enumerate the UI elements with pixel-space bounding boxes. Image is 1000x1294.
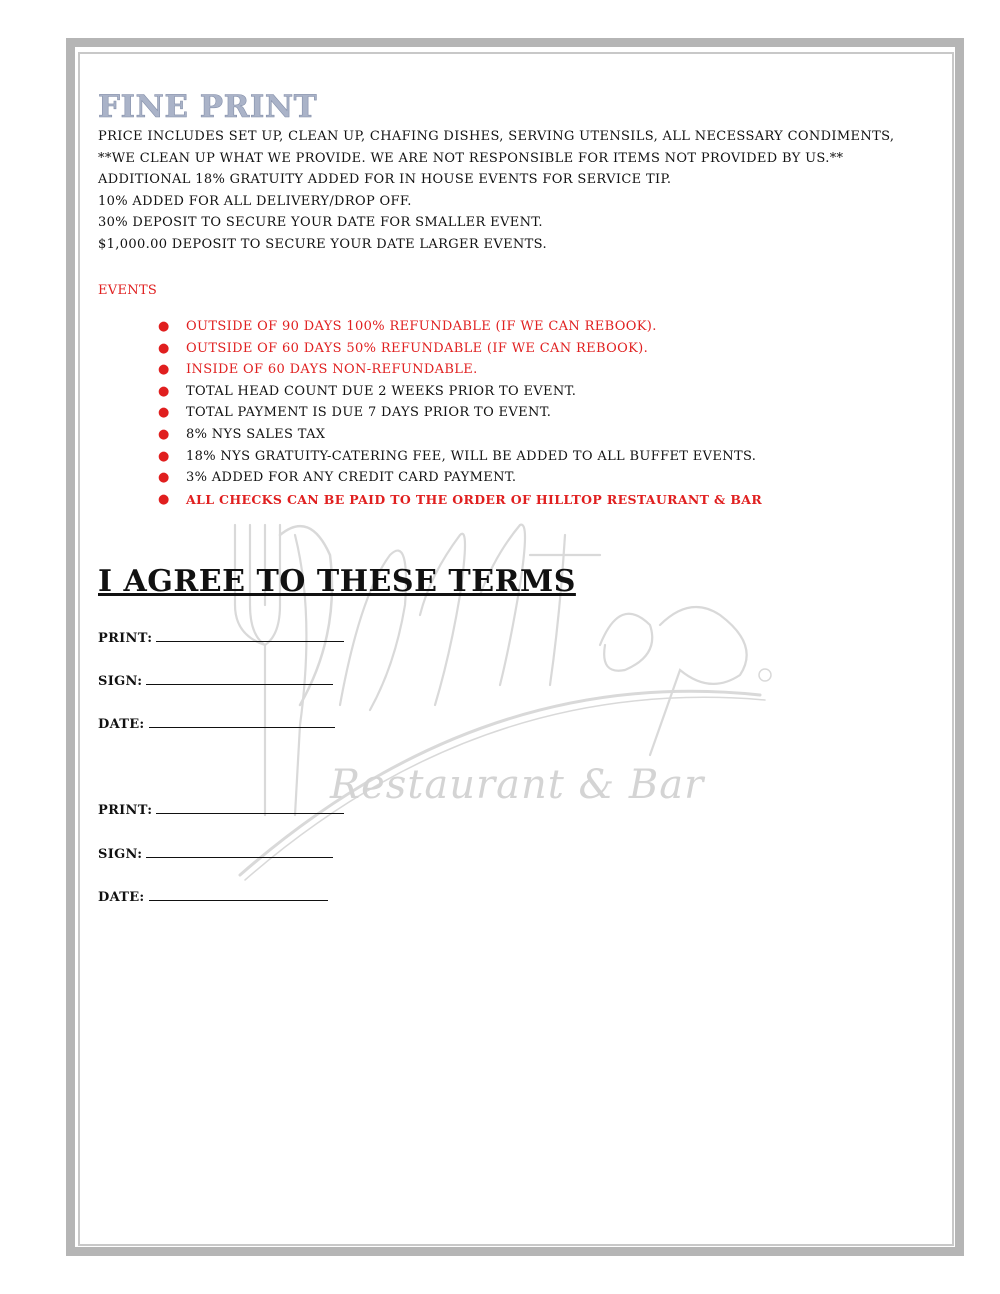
print-field-2[interactable]: PRINT: — [98, 801, 344, 818]
fine-print-line: 30% DEPOSIT TO SECURE YOUR DATE FOR SMALLER EVENT. — [98, 215, 543, 230]
list-item: ● OUTSIDE OF 60 DAYS 50% REFUNDABLE (IF WE CAN REBOOK). — [98, 338, 762, 360]
list-item: ● INSIDE OF 60 DAYS NON-REFUNDABLE. — [98, 359, 762, 381]
bullet-icon: ● — [158, 405, 170, 421]
fine-print-line: ADDITIONAL 18% GRATUITY ADDED FOR IN HOUSE EVENTS FOR SERVICE TIP. — [98, 172, 672, 187]
fine-print-line: $1,000.00 DEPOSIT TO SECURE YOUR DATE LARGER EVENTS. — [98, 236, 547, 252]
list-item: ● 18% NYS GRATUITY-CATERING FEE, WILL BE ADDED TO ALL BUFFET EVENTS. — [98, 446, 762, 468]
hilltop-watermark-logo — [220, 495, 800, 895]
list-item: ● TOTAL PAYMENT IS DUE 7 DAYS PRIOR TO EVENT. — [98, 402, 762, 424]
terms-list — [98, 316, 762, 510]
bullet-icon: ● — [158, 470, 170, 486]
bullet-icon: ● — [158, 319, 170, 334]
events-label: EVENTS — [98, 283, 158, 298]
date-field-1[interactable]: DATE: — [98, 715, 335, 732]
fine-print-block — [98, 126, 918, 255]
list-item: ● 8% NYS SALES TAX — [98, 424, 762, 446]
bullet-icon: ● — [158, 426, 170, 442]
bullet-icon: ● — [158, 383, 170, 399]
list-item: ● TOTAL HEAD COUNT DUE 2 WEEKS PRIOR TO EVENT. — [98, 381, 762, 403]
page-title: FINE PRINT — [98, 89, 318, 125]
bullet-icon: ● — [158, 362, 170, 378]
sign-field-2[interactable]: SIGN: — [98, 845, 333, 862]
agree-heading: I AGREE TO THESE TERMS — [98, 564, 576, 599]
fine-print-line: PRICE INCLUDES SET UP, CLEAN UP, CHAFING DISHES, SERVING UTENSILS, ALL NECESSARY CONDIMENTS, — [98, 129, 895, 144]
date-field-2[interactable]: DATE: — [98, 888, 328, 905]
bullet-icon: ● — [158, 340, 170, 356]
list-item: ● ALL CHECKS CAN BE PAID TO THE ORDER OF HILLTOP RESTAURANT & BAR — [98, 489, 762, 511]
sign-field-1[interactable]: SIGN: — [98, 672, 333, 689]
bullet-icon: ● — [158, 491, 170, 507]
fine-print-line: 10% ADDED FOR ALL DELIVERY/DROP OFF. — [98, 193, 412, 209]
print-field-1[interactable]: PRINT: — [98, 629, 344, 646]
watermark-subtitle: Restaurant & Bar — [330, 762, 705, 808]
bullet-icon: ● — [158, 448, 170, 464]
list-item: ● 3% ADDED FOR ANY CREDIT CARD PAYMENT. — [98, 467, 762, 489]
list-item: ● OUTSIDE OF 90 DAYS 100% REFUNDABLE (IF WE CAN REBOOK). — [98, 316, 762, 338]
document-body — [98, 88, 918, 905]
fine-print-line: **WE CLEAN UP WHAT WE PROVIDE. WE ARE NOT RESPONSIBLE FOR ITEMS NOT PROVIDED BY US.** — [98, 150, 844, 166]
